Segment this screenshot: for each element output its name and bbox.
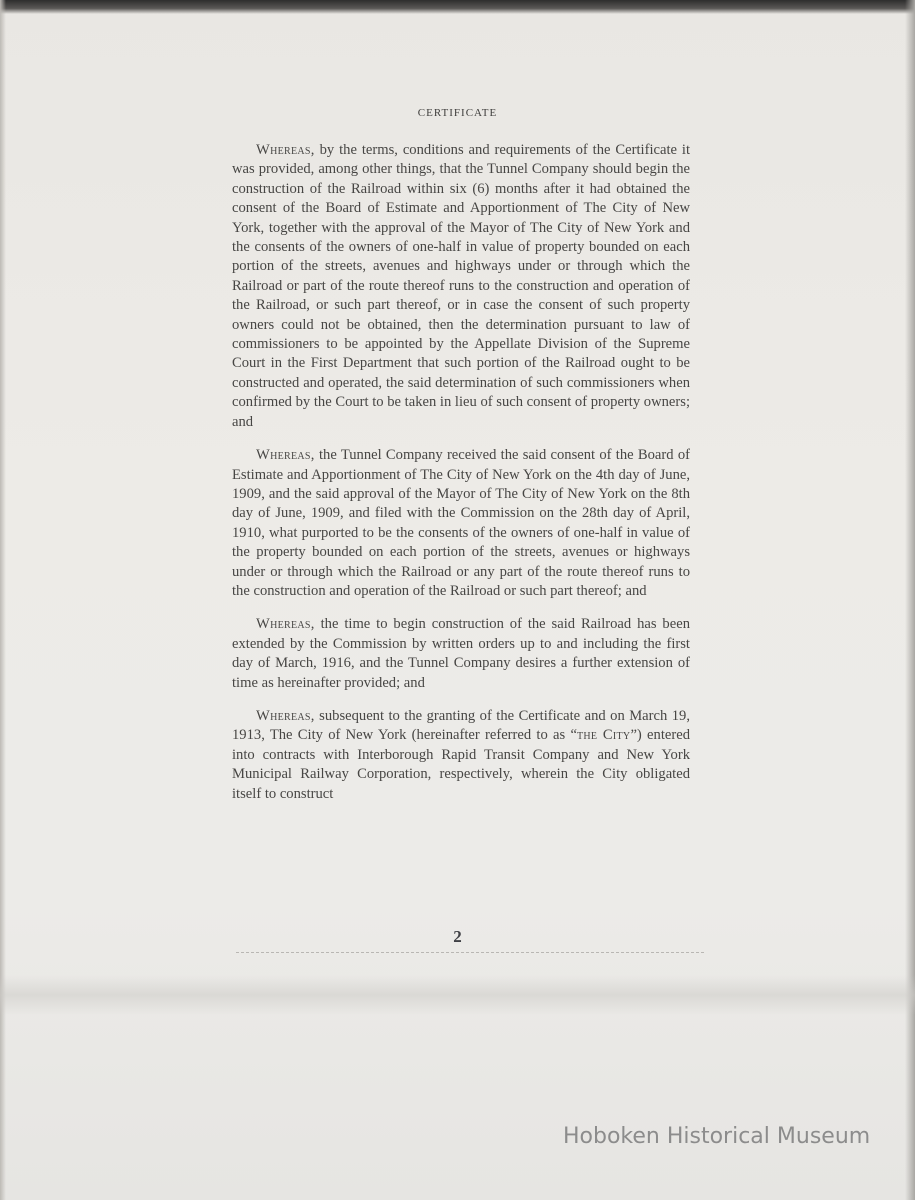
whereas-lead: Whereas, (256, 707, 315, 724)
paragraph-text: by the terms, conditions and requirements of the Certificate it was provided, among other things, that the Tunnel Company should begin the construction of the Railroad within six (6) months after it had obtained the consent of the Board of Estimate and Apportionment of The City of New York, together with the approval of the Mayor of The City of New York and the consents of the owners of one-half in value of property bounded on each portion of the streets, avenues and highways under or through which the Railroad or part of the route thereof runs to the construction and operation of the Railroad, or such part thereof, or in case the consent of such property owners could not be obtained, then the determination pursuant to law of commissioners to be appointed by the Appellate Division of the Supreme Court in the First Department that such portion of the Railroad ought to be constructed and operated, the said determination of such commissioners when confirmed by the Court to be taken in lieu of such consent of property owners; and (232, 142, 690, 430)
page-number: 2 (453, 927, 462, 946)
certificate-body (232, 141, 690, 818)
whereas-lead: Whereas, (256, 616, 315, 633)
whereas-lead: Whereas, (256, 447, 315, 464)
defined-term: the City (576, 727, 631, 744)
binding-edge-top (0, 0, 915, 14)
page-edge-right (905, 0, 915, 1200)
paragraph-text: subsequent to the granting of the Certificate and on March 19, 1913, The City of New York (hereinafter referred to as “ (232, 707, 690, 744)
whereas-paragraph-4 (232, 707, 690, 804)
museum-watermark: Hoboken Historical Museum (563, 1124, 871, 1149)
paragraph-text: the Tunnel Company received the said consent of the Board of Estimate and Apportionment of The City of New York on the 4th day of June, 1909, and the said approval of the Mayor of The City of New York on the 8th day of June, 1909, and filed with the Commission on the 28th day of April, 1910, what purported to be the consents of the owners of one-half in value of the property bounded on each portion of the streets, avenues or highways under or through which the Railroad or any part of the route thereof runs to the construction and operation of the Railroad or such part thereof; and (232, 447, 690, 599)
footer-rule (236, 952, 704, 953)
whereas-lead: Whereas, (256, 142, 315, 158)
paper-fold-line (0, 975, 915, 1015)
page-edge-left (0, 0, 6, 1200)
whereas-paragraph-2 (232, 446, 690, 601)
whereas-paragraph-3 (232, 615, 690, 693)
paragraph-text: ”) entered into contracts with Interborough Rapid Transit Company and New York Municipal Railway Corporation, respectively, wherein the City obligated itself to construct (232, 727, 690, 802)
whereas-paragraph-1 (232, 141, 690, 432)
paragraph-text: the time to begin construction of the said Railroad has been extended by the Commission by written orders up to and including the first day of March, 1916, and the Tunnel Company desires a further extension of time as hereinafter provided; and (232, 616, 690, 691)
running-title: CERTIFICATE (417, 107, 498, 119)
